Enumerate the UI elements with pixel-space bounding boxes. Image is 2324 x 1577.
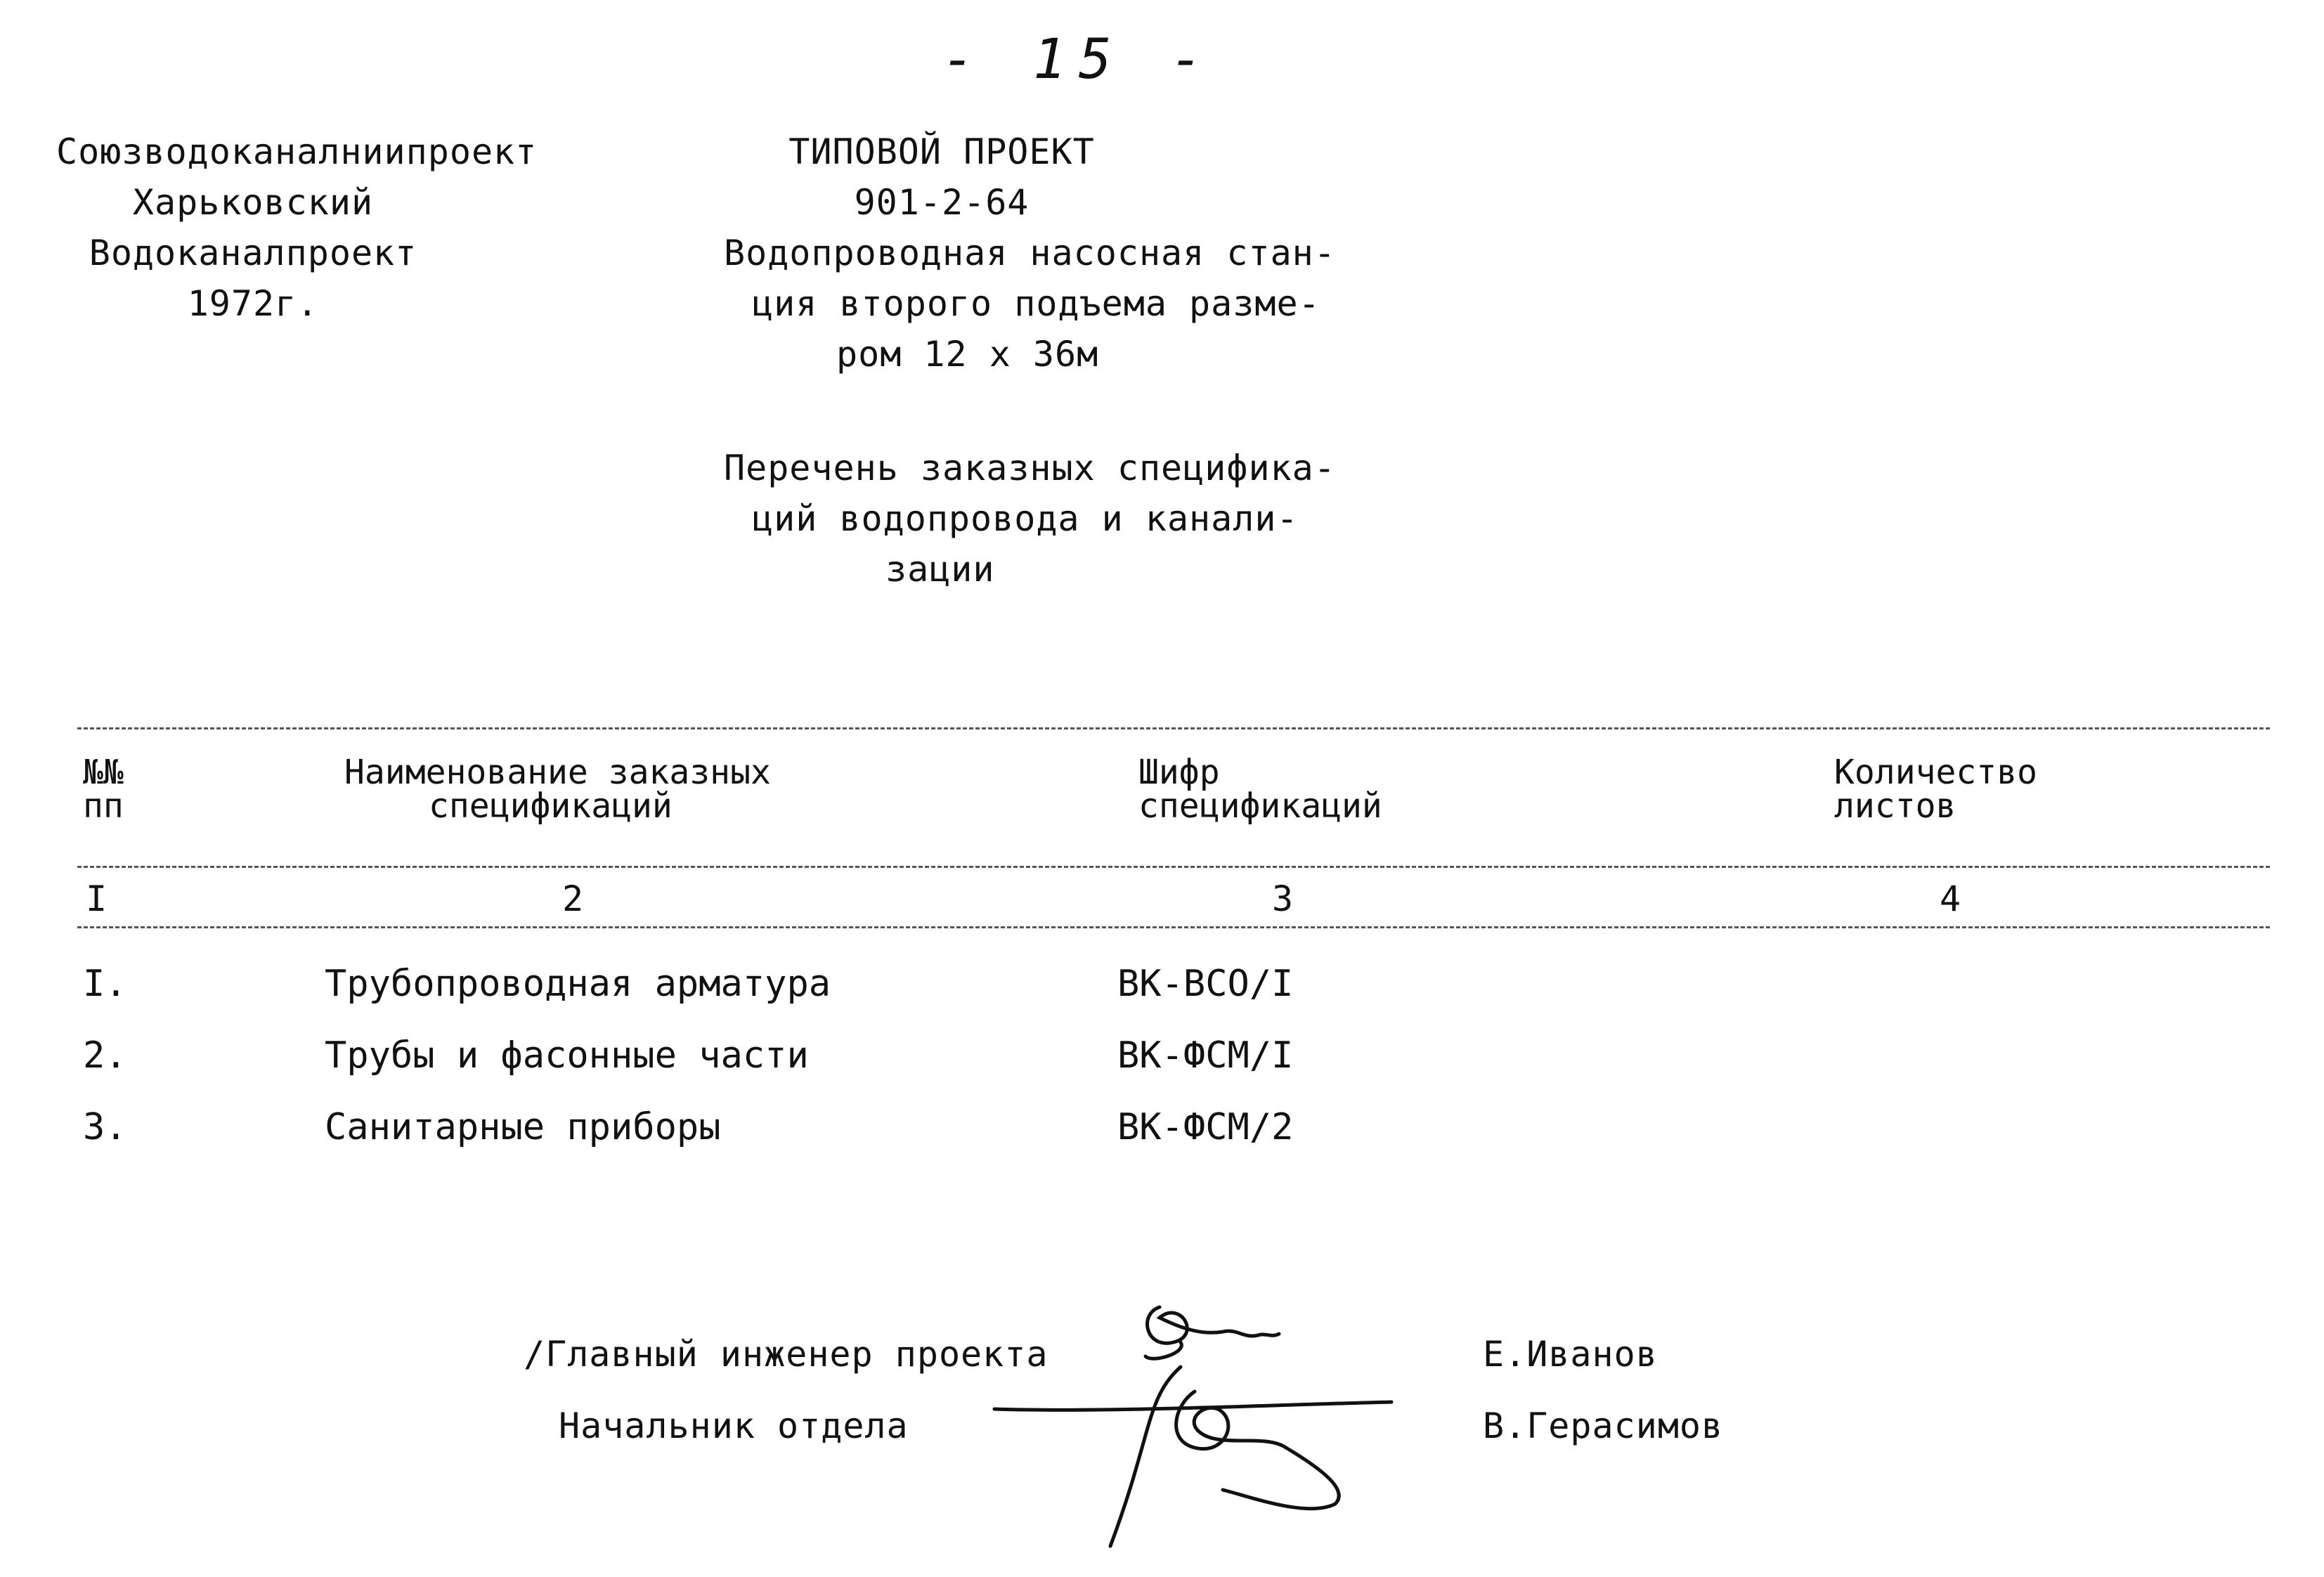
page-number: - 15 - [942, 28, 1216, 91]
header-col-name-line-1: Наименование заказных [344, 753, 771, 792]
header-col-number-line-2: пп [83, 786, 124, 826]
project-heading: ТИПОВОЙ ПРОЕКТ [788, 131, 1095, 172]
column-number-2: 2 [562, 878, 584, 919]
header-col-sheets [1834, 753, 2037, 826]
row-1-code: ВК-ВСО/I [1117, 963, 1294, 1005]
chief-engineer-name: Е.Иванов [1483, 1334, 1658, 1375]
list-title [724, 443, 1356, 595]
list-title-line-2: ций водопровода и канали- [752, 498, 1299, 539]
project-desc-line-3: ром 12 х 36м [836, 334, 1099, 375]
project-block [724, 126, 1356, 379]
table-header-rule [77, 866, 2270, 868]
table-top-rule [77, 727, 2270, 729]
list-title-line-1: Перечень заказных специфика- [724, 448, 1336, 488]
column-number-3: 3 [1272, 878, 1294, 919]
chief-engineer-title: /Главный инженер проекта [524, 1334, 1049, 1375]
row-2-name: Трубы и фасонные части [325, 1034, 809, 1077]
header-col-code-line-1: Шифр [1138, 753, 1220, 792]
header-col-code [1138, 753, 1382, 826]
table-colnum-rule [77, 926, 2270, 928]
organization-block [56, 126, 538, 329]
header-col-name [344, 753, 771, 826]
header-col-code-line-2: спецификаций [1138, 786, 1382, 826]
row-2-number: 2. [83, 1034, 127, 1077]
org-line-2: Харьковский [132, 182, 374, 223]
department-head-name: В.Герасимов [1483, 1406, 1724, 1446]
header-col-name-line-2: спецификаций [429, 786, 673, 826]
underline-stroke [994, 1402, 1391, 1410]
header-col-number [83, 753, 124, 826]
handwritten-signatures [970, 1286, 1406, 1553]
row-2-code: ВК-ФСМ/I [1117, 1034, 1294, 1077]
column-number-4: 4 [1940, 878, 1961, 919]
chief-signature-mark [1145, 1307, 1279, 1358]
project-code: 901-2-64 [854, 182, 1030, 223]
row-3-code: ВК-ФСМ/2 [1117, 1106, 1294, 1148]
row-1-name: Трубопроводная арматура [325, 963, 831, 1005]
head-signature-mark [1110, 1367, 1339, 1546]
header-col-sheets-line-2: листов [1834, 786, 1956, 826]
header-col-sheets-line-1: Количество [1834, 753, 2037, 792]
row-1-number: I. [83, 963, 127, 1005]
row-3-name: Санитарные приборы [325, 1106, 721, 1148]
header-col-number-line-1: №№ [83, 753, 124, 792]
org-year: 1972г. [187, 283, 319, 324]
list-title-line-3: зации [885, 549, 995, 590]
project-desc-line-1: Водопроводная насосная стан- [724, 233, 1336, 273]
org-line-1: Союзводоканалниипроект [56, 131, 538, 172]
project-desc-line-2: ция второго подъема разме- [752, 283, 1320, 324]
column-number-1: I [86, 878, 108, 919]
org-line-3: Водоканалпроект [89, 233, 417, 273]
row-3-number: 3. [83, 1106, 127, 1148]
department-head-title: Начальник отдела [559, 1406, 909, 1446]
